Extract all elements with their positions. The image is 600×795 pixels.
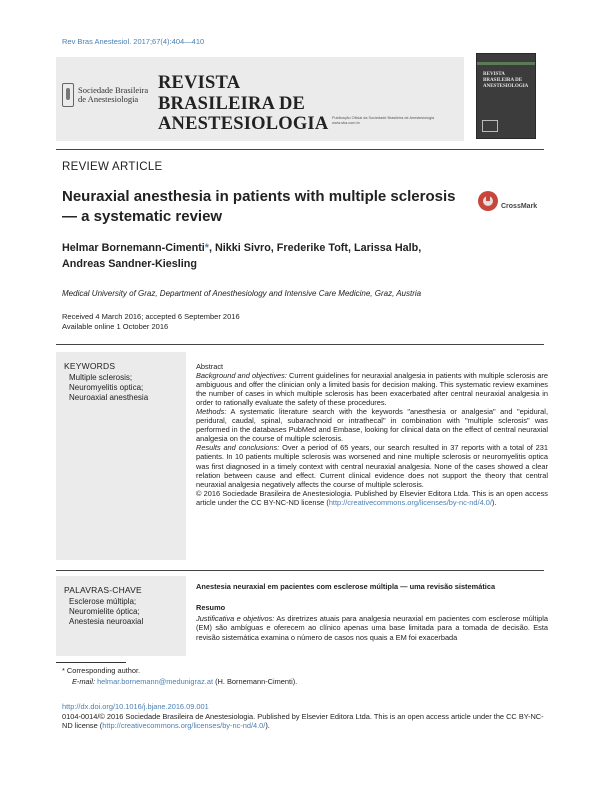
article-footer: http://dx.doi.org/10.1016/j.bjane.2016.09.001 0104-0014/© 2016 Sociedade Brasileira de Anestesiologia. Published by Elsevier Editora Ltda. This is an open access article under the CC BY-NC-ND license (http://creativecommons.org/licenses/by-nc-nd/4.0/).: [62, 702, 544, 731]
email-link[interactable]: helmar.bornemann@medunigraz.at: [97, 676, 214, 686]
cover-logo-icon: [482, 120, 498, 132]
society-logo: [62, 83, 148, 107]
author-list: Helmar Bornemann-Cimenti*, Nikki Sivro, Frederike Toft, Larissa Halb, Andreas Sandner-Kiesling: [62, 242, 422, 270]
footnote-divider: [56, 662, 126, 663]
cover-title: REVISTA BRASILEIRA DE ANESTESIOLOGIA: [483, 72, 529, 89]
header-divider: [56, 149, 544, 150]
footer-license-link[interactable]: http://creativecommons.org/licenses/by-nc-nd/4.0/: [102, 721, 266, 731]
crossmark-badge[interactable]: CrossMark: [478, 191, 537, 211]
keyword-item: Esclerose múltipla;: [69, 597, 137, 606]
section-divider: [56, 570, 544, 571]
keyword-item: Anestesia neuroaxial: [69, 617, 144, 626]
palavras-chave-panel: [56, 576, 186, 656]
keyword-item: Neuromyelitis optica;: [69, 383, 144, 392]
society-logo-text: Sociedade Brasileira de Anestesiologia: [78, 84, 149, 104]
journal-cover-image[interactable]: [476, 53, 536, 139]
resumo-text: Justificativa e objetivos: As diretrizes atuais para analgesia neuraxial em pacientes com esclerose múltipla (EM) são ambíguas e oferecem ao clínico apenas uma base limitada para a tomada de decisão. Esta revisão sistemática examina o número de casos nos quais a EM foi exacerbada: [196, 614, 548, 642]
abstract-section: [196, 362, 548, 507]
corresponding-author-marker[interactable]: *: [204, 242, 209, 254]
keywords-heading: KEYWORDS: [64, 361, 116, 371]
palavras-chave-heading: PALAVRAS-CHAVE: [64, 585, 142, 595]
abstract-background: Background and objectives: Current guidelines for neuraxial analgesia in patients with multiple sclerosis are ambiguous and offer the clinician only a limited basis for decision making. This systematic review examines the number of cases in which multiple sclerosis has been exacerbated after central neuraxial analgesia in order to rationally evaluate the safety of these procedures.: [196, 371, 548, 408]
keyword-item: Multiple sclerosis;: [69, 373, 133, 382]
abstract-copyright: © 2016 Sociedade Brasileira de Anestesiologia. Published by Elsevier Editora Ltda. This is an open access article under the CC BY-NC-ND license (http://creativecommons.org/licenses/by-nc-nd/4.0/).: [196, 488, 548, 507]
doi-link[interactable]: http://dx.doi.org/10.1016/j.bjane.2016.09.001: [62, 702, 209, 711]
journal-subtitle: Publicação Oficial da Sociedade Brasileira de Anestesiologia www.sba.com.br: [332, 116, 452, 126]
abstract-methods: Methods: A systematic literature search with the keywords "anesthesia or analgesia" and "epidural, peridural, caudal, spinal, subarachnoid or intrathecal" in combination with "multiple sclerosis" was performed in the databases PubMed and Embase, looking for clinical data on the effect of central neuraxial analgesia on the course of multiple sclerosis.: [196, 407, 548, 444]
keyword-item: Neuroaxial anesthesia: [69, 393, 149, 402]
article-dates: Received 4 March 2016; accepted 6 September 2016 Available online 1 October 2016: [62, 312, 240, 331]
article-type: REVIEW ARTICLE: [62, 161, 163, 173]
footnote: * Corresponding author. E-mail: helmar.bornemann@medunigraz.at (H. Bornemann-Cimenti).: [62, 666, 298, 686]
abstract-results: Results and conclusions: Over a period of 65 years, our search resulted in 37 reports with a total of 231 patients. In 10 patients multiple sclerosis was worsened and nine multiple sclerosis or neuromyelitis optica was first diagnosed in a timely context with central neuraxial analgesia. None of the cases showed a clear relation between cause and effect. Current clinical evidence does not support the theory that central neuraxial analgesia negatively affects the course of multiple sclerosis.: [196, 443, 548, 489]
journal-citation[interactable]: Rev Bras Anestesiol. 2017;67(4):404—410: [62, 37, 205, 46]
keyword-item: Neuromielite óptica;: [69, 607, 140, 616]
keywords-panel: [56, 352, 186, 560]
resumo-heading: Resumo: [196, 603, 226, 612]
license-link[interactable]: http://creativecommons.org/licenses/by-nc-nd/4.0/: [328, 497, 492, 507]
journal-title: REVISTA BRASILEIRA DE ANESTESIOLOGIA: [158, 73, 329, 134]
portuguese-title: Anestesia neuraxial em pacientes com esclerose múltipla — uma revisão sistemática: [196, 582, 496, 591]
abstract-divider: [56, 344, 544, 345]
society-emblem-icon: [62, 83, 74, 107]
abstract-heading: Abstract: [196, 362, 224, 371]
affiliation: Medical University of Graz, Department of Anesthesiology and Intensive Care Medicine, Graz, Austria: [62, 289, 422, 298]
journal-url[interactable]: www.sba.com.br: [332, 121, 360, 125]
crossmark-icon: [478, 191, 498, 211]
article-title: Neuraxial anesthesia in patients with multiple sclerosis — a systematic review: [62, 188, 456, 225]
